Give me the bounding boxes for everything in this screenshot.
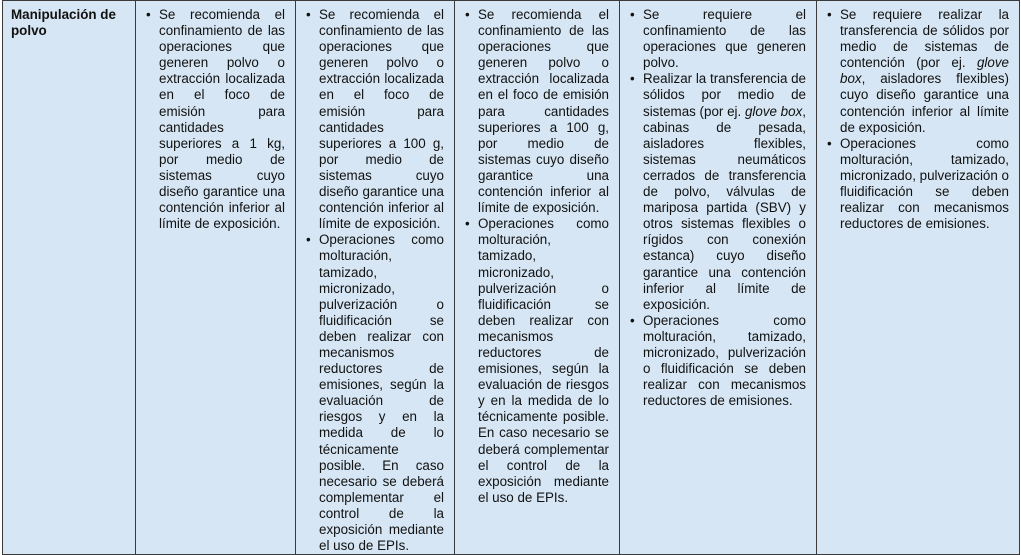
table-row (3, 1, 1020, 555)
bullet-icon: • (146, 7, 151, 22)
bullet-icon: • (630, 71, 635, 87)
level-column-3 (455, 1, 620, 555)
bullet-text: Operaciones como molturación, tamizado, micronizado, pulverización o fluidificación se deben realizar con mecanismos reductores de emisiones, según la evaluación de riesgos y en la medida de lo técnicamente posible. En caso necesario se deberá complementar el control de la exposición mediante el uso de EPIs. (478, 216, 609, 505)
bullet-item (630, 7, 806, 71)
bullet-item (465, 216, 609, 506)
bullet-item (827, 7, 1009, 136)
bullet-icon: • (630, 7, 635, 22)
row-header: Manipulación de polvo (3, 1, 136, 555)
bullet-text: Operaciones como molturación, tamizado, micronizado, pulverización o fluidificación se deben realizar con mecanismos reductores de emisiones. (840, 135, 1009, 232)
bullet-text: Realizar la transferencia de sólidos por medio de sistemas (por ej. (643, 71, 807, 119)
bullet-icon: • (827, 7, 832, 22)
level-column-4 (620, 1, 817, 555)
bullet-item (630, 313, 806, 410)
bullet-text: Se requiere el confinamiento de las operaciones que generen polvo. (643, 7, 806, 71)
bullet-item (146, 7, 285, 232)
dust-handling-table (2, 0, 1020, 555)
bullet-text: Se requiere realizar la transferencia de sólidos por medio de sistemas de contención (por ej. (840, 7, 1009, 71)
italic-text: glove box (840, 55, 1009, 87)
bullet-icon: • (306, 232, 311, 248)
bullet-text: Operaciones como molturación, tamizado, micronizado, pulverización o fluidificación se deben realizar con mecanismos reductores de emisiones, según la evaluación de riesgos y en la medida de lo técnicamente posible. En caso necesario se deberá complementar el control de la exposición mediante el uso de EPIs. (319, 232, 444, 554)
bullet-item (827, 136, 1009, 233)
bullet-text: Se recomienda el confinamiento de las operaciones que generen polvo o extracción localizada en el foco de emisión para cantidades superiores a 100 g, por medio de sistemas cuyo diseño garantice una contención inferior al límite de exposición. (478, 7, 609, 216)
bullet-item (465, 7, 609, 216)
bullet-icon: • (465, 7, 470, 22)
bullet-icon: • (306, 7, 311, 22)
bullet-item (630, 71, 806, 312)
bullet-text: Operaciones como molturación, tamizado, micronizado, pulverización o fluidificación se deben realizar con mecanismos reductores de emisiones. (643, 312, 806, 409)
bullet-text: , aisladores flexibles) cuyo diseño garantice una contención inferior al límite de exposición. (840, 71, 1009, 135)
italic-text: glove box (744, 103, 803, 119)
bullet-text: , cabinas de pesada, aisladores flexibles, sistemas neumáticos cerrados de transferencia de polvo, válvulas de mariposa partida (SBV) y otros sistemas flexibles o rígidos con conexión estanca) cuyo diseño garantice una contención inferior al límite de exposición. (643, 103, 807, 312)
bullet-icon: • (827, 135, 832, 151)
bullet-icon: • (465, 216, 470, 232)
level-column-1 (136, 1, 296, 555)
level-column-2 (296, 1, 455, 555)
level-column-5 (817, 1, 1020, 555)
bullet-text: Se recomienda el confinamiento de las operaciones que generen polvo o extracción localizada en el foco de emisión para cantidades superiores a 1 kg, por medio de sistemas cuyo diseño garantice una contención inferior al límite de exposición. (159, 7, 285, 232)
bullet-text: Se recomienda el confinamiento de las operaciones que generen polvo o extracción localizada en el foco de emisión para cantidades superiores a 100 g, por medio de sistemas cuyo diseño garantice una contención inferior al límite de exposición. (319, 7, 444, 232)
bullet-icon: • (630, 312, 635, 328)
bullet-item (306, 7, 444, 232)
bullet-item (306, 232, 444, 554)
